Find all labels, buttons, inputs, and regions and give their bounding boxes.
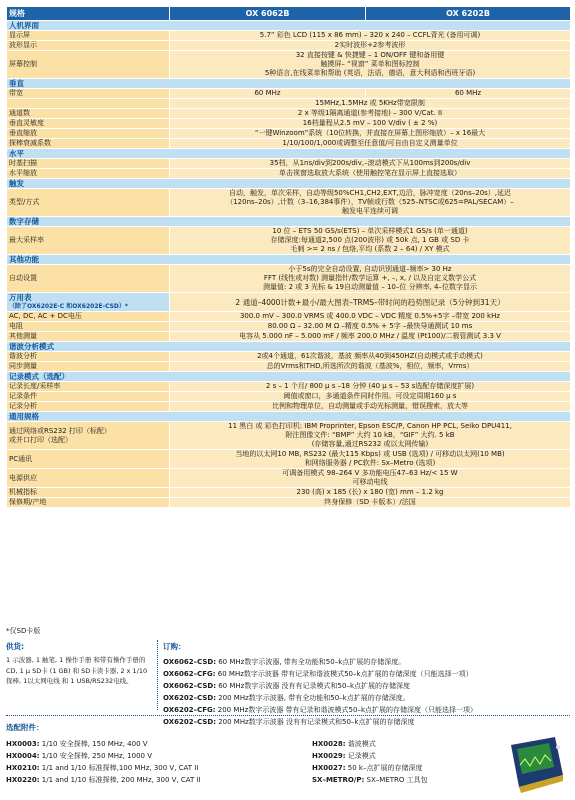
accessory-item (6, 762, 306, 774)
accessory-code: HX0004: (6, 752, 40, 760)
autoset-line-1: 小于5s的完全自动设置, 自动识别通道–频率> 30 Hz (288, 265, 452, 273)
row-label: 水平缩放 (7, 169, 170, 179)
section-harmonic: 谐波分析模式 (7, 342, 571, 352)
order-code: OX6062–CSD: (163, 658, 216, 666)
row-value: 300.0 mV – 300.0 VRMS 或 400.0 VDC – VDC 精度 0.5%+5字 –带宽 200 kHz (170, 312, 571, 322)
accessory-text: 1/1 and 1/10 标准探棒,100 MHz, 300 V, CAT II (39, 764, 199, 772)
supply-title: 供货: (6, 642, 24, 651)
row-label: 屏幕控制 (7, 51, 170, 79)
row-label: 波形显示 (7, 41, 170, 51)
row-value: 2或4个通道，61次谐波，基波 频率从40到450HZ(自动模式或手动模式) (170, 352, 571, 362)
order-list (163, 656, 573, 728)
row-label: 保修期/产地 (7, 498, 170, 508)
section-vertical: 垂直 (7, 79, 571, 89)
accessory-item (6, 738, 306, 750)
row-value: 比例和物理单位，自动测量或手动光标测量，错误搜索，放大等 (170, 402, 571, 412)
accessory-text: 记录模式 (345, 752, 376, 760)
order-text: 200 MHz数字示波器 带有记录和谐波模式50–k点扩展的存储深度（只能选择一项） (215, 706, 478, 714)
multimeter-title: 万用表 (9, 293, 32, 302)
order-title: 订购： (163, 642, 186, 651)
accessory-item (312, 750, 502, 762)
section-comm: 通用规格 (7, 412, 571, 422)
row-value: 1/10/100/1,000或调整至任意值/可自由自定义测量单位 (170, 139, 571, 149)
order-code: OX6062–CFG: (163, 670, 216, 678)
row-value: 2实时波形+2参考波形 (170, 41, 571, 51)
row-value: 15MHz,1.5MHz 或 5KHz带宽限制 (170, 99, 571, 109)
accessory-code: HX0220: (6, 776, 40, 784)
accessory-code: HX0027: (312, 764, 346, 772)
section-record: 记录模式（选配） (7, 372, 571, 382)
accessories-title: 选配附件： (6, 723, 44, 732)
order-item (163, 692, 573, 704)
row-label: PC通讯 (7, 450, 170, 469)
row-label: 通过网络或RS232 打印（标配） 或并口打印（选配） (7, 422, 170, 450)
autoset-line-2: FFT (线性或对数) 测量指针/数学运算 +, –, x, / 以及自定义数学公式 (263, 274, 477, 282)
row-label: 电源供应 (7, 469, 170, 488)
accessory-item (312, 738, 502, 750)
row-label: 记录条件 (7, 392, 170, 402)
header-spec: 规格 (7, 7, 170, 21)
row-label: 垂直灵敏度 (7, 119, 170, 129)
accessory-item (312, 762, 502, 774)
row-value: 35档，从1ns/div到200s/div,–滚动模式下从100ms到200s/div (170, 159, 571, 169)
bandwidth-6202: 60 MHz (366, 89, 571, 99)
dotted-divider (6, 715, 570, 716)
trigger-line-3: 触发电平连续可调 (342, 207, 398, 215)
print-line-2: 附注图像文件: “BMP” 大约 10 kB，“GIF” 大约. 5 kB (285, 431, 455, 439)
row-label: 同步测量 (7, 362, 170, 372)
row-value: 终身保修（SD 卡版本）/法国 (170, 498, 571, 508)
screen-line-2: 触摸屏– “视窗” 菜单和图标控制 (320, 60, 420, 68)
trigger-line-2: （120ns–20s）,计数（3–16,384事件），TV帧或行数（525–NTSC或625=PAL/SECAM）– (226, 198, 514, 206)
supply-text: 1 示波器, 1 触笔, 1 操作手册 和带有操作手册的 CD, 1 μ SD卡 (1 GB) 和 SD卡读卡器, 2 x 1/10 探棒, 1以太网电线 和 1 USB/RS232电线。 (6, 656, 148, 685)
row-label: 其他测量 (7, 332, 170, 342)
accessory-item (312, 774, 502, 786)
accessory-code: HX0003: (6, 740, 40, 748)
row-value (170, 450, 571, 469)
row-label: 显示屏 (7, 31, 170, 41)
accessories-left (6, 738, 306, 786)
section-display: 人机界面 (7, 21, 571, 31)
row-label: 谐波分析 (7, 352, 170, 362)
accessory-code: HX0029: (312, 752, 346, 760)
row-value: 80.00 Ω – 32.00 M Ω –精度 0.5% + 5字 –最快导通测试 10 ms (170, 322, 571, 332)
row-value: 2 s – 1 个月/ 800 μ s –18 分钟 (40 μ s – 53 s选配存储深度扩展) (170, 382, 571, 392)
row-label: 记录长度/采样率 (7, 382, 170, 392)
accessory-text: SX–METRO 工具包 (364, 776, 428, 784)
header-ox6202b: OX 6202B (366, 7, 571, 21)
accessory-code: HX0210: (6, 764, 40, 772)
row-label: 自动设置 (7, 265, 170, 293)
order-item (163, 656, 573, 668)
multimeter-note: （除了OX6202E-C 和OX6202E-CSD）* (9, 303, 129, 310)
power-line-1: 可调备用模式 98–264 V 多功能电压47–63 Hz/< 15 W (282, 469, 458, 477)
row-value (170, 51, 571, 79)
order-code: OX6202–CFG: (163, 706, 216, 714)
pc-line-2: 和网络服务器 / PC软件: Sx–Metro (选项) (304, 459, 436, 467)
accessory-item (6, 774, 306, 786)
row-label: 探棒衰减系数 (7, 139, 170, 149)
order-item (163, 668, 573, 680)
row-label: 通道数 (7, 109, 170, 119)
accessory-code: SX–METRO/P: (312, 776, 365, 784)
autoset-line-3: 测量值: 2 或 3 光标 & 19自动测量值 – 10–位 分辨率, 4–位数字显示 (263, 283, 477, 291)
accessory-text: 1/1 and 1/10 标准探棒, 200 MHz, 300 V, CAT II (39, 776, 201, 784)
spec-table (6, 6, 571, 508)
device-knob (556, 745, 560, 749)
sample-line-2: 存储深度:每通道2,500 点(200波形) 或 50k 点, 1 GB 或 SD 卡 (270, 236, 470, 244)
row-label: 记录分析 (7, 402, 170, 412)
row-value (170, 189, 571, 217)
row-value: “一键Winzoom”系统（10位转换，并直接在屏幕上图形缩放）– x 16最大 (170, 129, 571, 139)
order-text: 60 MHz数字示波器 带有记录和谐波模式50–k点扩展的存储深度（只能选择一项） (215, 670, 473, 678)
section-horizontal: 水平 (7, 149, 571, 159)
row-label: 最大采样率 (7, 227, 170, 255)
accessory-text: 1/10 安全探棒, 150 MHz, 400 V (39, 740, 148, 748)
row-value: 总的Vrms和THD,所选所次的谐波（基波%，相位，频率，Vrms） (170, 362, 571, 372)
row-value (170, 469, 571, 488)
power-line-2: 可移动电线 (352, 478, 388, 486)
header-ox6062b: OX 6062B (170, 7, 366, 21)
row-value: 电容从 5.000 nF – 5.000 mF / 频率 200.0 MHz / 温度 (Pt100)/二极管测试 3.3 V (170, 332, 571, 342)
row-value: 单击视窗选取放大系统（使用触控笔在显示屏上直接选取） (170, 169, 571, 179)
row-value (170, 227, 571, 255)
sample-line-1: 10 位 – ETS 50 GS/s(ETS) – 单次采样模式1 GS/s (单一通道) (272, 227, 468, 235)
accessories-right (312, 738, 502, 786)
sd-note: *仅SD卡版 (6, 627, 41, 635)
order-text: 60 MHz数字示波器, 带有全功能和50–k点扩展的存储深度。 (216, 658, 406, 666)
row-label: AC, DC, AC + DC电压 (7, 312, 170, 322)
table-header (7, 7, 571, 21)
screen-line-3: 5种语言,在线菜单和帮助 (英语，法语，德语，意大利语和西班牙语) (264, 69, 476, 77)
row-value: 230 (高) x 185 (长) x 180 (宽) mm – 1.2 kg (170, 488, 571, 498)
section-trigger: 触发 (7, 179, 571, 189)
accessory-item (6, 750, 306, 762)
row-label: 时基扫描 (7, 159, 170, 169)
section-storage: 数字存储 (7, 217, 571, 227)
row-label: 垂直缩放 (7, 129, 170, 139)
row-label: 带宽 (7, 89, 170, 99)
row-value (170, 265, 571, 293)
oscilloscope-image (505, 735, 567, 795)
order-code: OX6062–CSD: (163, 682, 216, 690)
order-code: OX6202–CSD: (163, 718, 216, 726)
row-label: 电阻 (7, 322, 170, 332)
order-code: OX6202–CSD: (163, 694, 216, 702)
order-text: 200 MHz数字示波器 没有有记录模式和50–k点扩展的存储深度 (216, 718, 415, 726)
order-text: 200 MHz数字示波器, 带有全功能和50–k点扩展的存储深度。 (216, 694, 410, 702)
print-line-3: (存储容量,通过RS232 或以太网传输) (311, 440, 429, 448)
sample-line-3: 毛刺 >= 2 ns / 包络,平均 (系数 2 – 64) / XY 模式 (290, 245, 450, 253)
row-label: 类型/方式 (7, 189, 170, 217)
screen-line-1: 32 直接按键 & 快捷键 – 1 ON/OFF 键和备用键 (295, 51, 445, 59)
row-value: 2 x 等级1隔离通道(参考接地) – 300 V/Cat. II (170, 109, 571, 119)
row-value: 5.7” 彩色 LCD (115 x 86 mm) – 320 x 240 – CCFL背光 (备用可调) (170, 31, 571, 41)
row-label: 机械指标 (7, 488, 170, 498)
multimeter-value: 2 通道–4000计数+最小/最大图表–TRMS–带时间的趋势图记录（5分钟到31天） (170, 293, 571, 312)
accessory-code: HX0028: (312, 740, 346, 748)
order-item (163, 680, 573, 692)
row-value: 16档量程从2.5 mV – 100 V/div ( ± 2 %) (170, 119, 571, 129)
accessory-text: 谐波模式 (345, 740, 376, 748)
order-item (163, 716, 573, 728)
pc-line-1: 当地的以太网10 MB, RS232 (最大115 Kbps) 或 USB (选项) / 可移动以太网(10 MB) (235, 450, 505, 458)
row-value: 阈值或窗口，多通道条件同时作用。可设定周期160 μ s (170, 392, 571, 402)
accessory-text: 1/10 安全探棒, 250 MHz, 1000 V (39, 752, 153, 760)
section-multimeter (7, 293, 170, 312)
accessory-text: 50 k–点扩展的存储深度 (345, 764, 423, 772)
section-other: 其他功能 (7, 255, 571, 265)
row-value (170, 422, 571, 450)
order-text: 60 MHz数字示波器 没有有记录模式和50–k点扩展的存储深度 (216, 682, 411, 690)
trigger-line-1: 自动，触发，单次采样，自动等级50%CH1,CH2,EXT,边沿，脉冲宽度（20ns–20s）,延迟 (228, 189, 512, 197)
bandwidth-6062: 60 MHz (170, 89, 366, 99)
print-line-1: 11 黑白 或 彩色打印机: IBM Proprinter, Epson ESC/P, Canon HP PCL, Seiko DPU411, (228, 422, 512, 430)
divider (157, 640, 158, 710)
